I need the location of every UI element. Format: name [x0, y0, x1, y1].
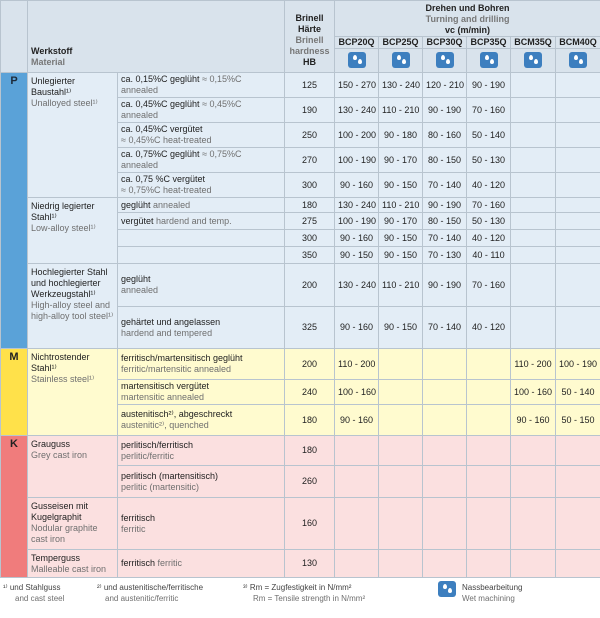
- grade-header-bcp20q: BCP20Q: [335, 37, 379, 49]
- speed-bcm35q: [511, 307, 556, 349]
- condition-de: [121, 174, 281, 185]
- brinell-header: [285, 1, 335, 73]
- speed-bcp30q: 70 - 130: [423, 247, 467, 264]
- brinell-value: 125: [285, 73, 335, 98]
- speed-bcm40q: [556, 230, 600, 247]
- speed-bcp25q: 90 - 170: [379, 148, 423, 173]
- brinell-value: 325: [285, 307, 335, 349]
- brinell-value: 130: [285, 550, 335, 578]
- condition-de: [121, 471, 281, 482]
- condition-en: perlitic (martensitic): [121, 482, 281, 493]
- brinell-en2: hardness: [288, 46, 331, 57]
- material-name: [28, 73, 118, 198]
- table-row: [1, 436, 600, 466]
- speed-bcm35q: [511, 498, 556, 550]
- speed-bcm35q: [511, 213, 556, 230]
- grade-icon-cell: [423, 49, 467, 73]
- condition-de: [121, 99, 281, 121]
- speed-bcm35q: [511, 198, 556, 213]
- condition-de-text: perlitisch (martensitisch): [121, 471, 218, 481]
- condition-de: [121, 124, 281, 135]
- table-row: [1, 198, 600, 213]
- brinell-value: 200: [285, 349, 335, 380]
- condition-de: [121, 74, 281, 96]
- brinell-value: 240: [285, 380, 335, 405]
- speed-bcp25q: 90 - 150: [379, 230, 423, 247]
- wet-legend-de: Nassbearbeitung: [462, 583, 522, 592]
- footnote-1-de: ¹⁾ und Stahlguss: [3, 583, 61, 592]
- speed-bcp30q: 90 - 190: [423, 198, 467, 213]
- condition-en: ferritic: [121, 524, 281, 535]
- speed-bcp35q: 50 - 140: [467, 123, 511, 148]
- speed-bcp25q: 90 - 150: [379, 173, 423, 198]
- material-name: [28, 349, 118, 436]
- speed-bcm40q: 50 - 150: [556, 405, 600, 436]
- brinell-de2: Härte: [288, 24, 331, 35]
- condition-de-text: gehärtet und angelassen: [121, 317, 220, 327]
- speed-bcp20q: [335, 550, 379, 578]
- condition-de-text: ca. 0,75 %C vergütet: [121, 174, 205, 184]
- condition: [118, 148, 285, 173]
- speed-bcp20q: 100 - 160: [335, 380, 379, 405]
- condition-de-text: geglüht: [121, 200, 151, 210]
- table-row: [1, 349, 600, 380]
- grade-header-bcp30q: BCP30Q: [423, 37, 467, 49]
- material-name: [28, 436, 118, 498]
- wet-machining-icon: [436, 52, 454, 68]
- condition-en: ≈ 0,15%C annealed: [121, 74, 242, 95]
- wet-machining-icon: [480, 52, 498, 68]
- condition-en: hardend and tempered: [121, 328, 281, 339]
- speed-bcp20q: 110 - 200: [335, 349, 379, 380]
- condition-en: annealed: [153, 200, 190, 210]
- condition: [118, 466, 285, 498]
- speed-bcp30q: [423, 550, 467, 578]
- speed-bcp35q: [467, 466, 511, 498]
- condition-de: [121, 558, 281, 569]
- speed-bcm35q: [511, 98, 556, 123]
- speed-bcp30q: 70 - 140: [423, 307, 467, 349]
- speed-bcp20q: 130 - 240: [335, 264, 379, 307]
- speed-bcp25q: 110 - 210: [379, 198, 423, 213]
- speed-bcm40q: [556, 436, 600, 466]
- speed-bcp20q: 90 - 160: [335, 307, 379, 349]
- wet-machining-icon: [524, 52, 542, 68]
- condition-en: ≈ 0,75%C heat-treated: [121, 185, 281, 196]
- speed-bcp35q: 50 - 130: [467, 213, 511, 230]
- speed-bcm35q: [511, 550, 556, 578]
- speed-bcp30q: 80 - 150: [423, 213, 467, 230]
- brinell-en1: Brinell: [288, 35, 331, 46]
- speed-bcm40q: [556, 550, 600, 578]
- speed-bcp25q: [379, 436, 423, 466]
- condition-de: [121, 200, 281, 211]
- grade-header-bcm40q: BCM40Q: [556, 37, 600, 49]
- brinell-value: 260: [285, 466, 335, 498]
- condition: [118, 123, 285, 148]
- speed-bcm40q: [556, 123, 600, 148]
- speed-bcp25q: 90 - 170: [379, 213, 423, 230]
- footnote-3: [243, 582, 365, 604]
- condition-en: ferritic/martensitic annealed: [121, 364, 281, 375]
- condition-de: [121, 353, 281, 364]
- condition-de-text: ferritisch: [121, 558, 155, 568]
- condition-de: [121, 381, 281, 392]
- speed-bcp35q: [467, 405, 511, 436]
- speed-bcp30q: 120 - 210: [423, 73, 467, 98]
- header-row-1: [1, 1, 600, 37]
- speed-bcp35q: 40 - 110: [467, 247, 511, 264]
- brinell-value: 250: [285, 123, 335, 148]
- brinell-value: 300: [285, 230, 335, 247]
- condition-en: martensitic annealed: [121, 392, 281, 403]
- brinell-value: 190: [285, 98, 335, 123]
- speed-bcp25q: 90 - 150: [379, 247, 423, 264]
- speed-bcp20q: 130 - 240: [335, 198, 379, 213]
- footnote-3-en: Rm = Tensile strength in N/mm²: [243, 594, 365, 603]
- speed-bcp25q: [379, 380, 423, 405]
- condition-de-text: ca. 0,45%C geglüht: [121, 99, 200, 109]
- speed-bcp25q: [379, 405, 423, 436]
- condition-de-text: martensitisch vergütet: [121, 381, 209, 391]
- material-name: [28, 550, 118, 578]
- footnote-1: [3, 582, 64, 604]
- condition-de-text: ca. 0,15%C geglüht: [121, 74, 200, 84]
- speed-bcm40q: 100 - 190: [556, 349, 600, 380]
- speed-bcm40q: 50 - 140: [556, 380, 600, 405]
- speed-bcp25q: 130 - 240: [379, 73, 423, 98]
- condition-de: [121, 274, 281, 285]
- speed-bcp20q: [335, 466, 379, 498]
- brinell-value: 270: [285, 148, 335, 173]
- condition: [118, 198, 285, 213]
- material-en: Grey cast iron: [31, 450, 114, 461]
- title-de: Drehen und Bohren: [338, 3, 597, 14]
- condition-de-text: ca. 0,75%C geglüht: [121, 149, 200, 159]
- speed-bcp20q: 90 - 160: [335, 405, 379, 436]
- speed-bcp25q: [379, 466, 423, 498]
- group-header-cell: [1, 1, 28, 73]
- speed-bcp30q: [423, 349, 467, 380]
- material-header: [28, 1, 285, 73]
- speed-bcm35q: [511, 436, 556, 466]
- grade-icon-cell: [335, 49, 379, 73]
- condition: [118, 73, 285, 98]
- table-row: [1, 498, 600, 550]
- speed-bcp25q: 90 - 180: [379, 123, 423, 148]
- material-label: Material: [31, 57, 281, 68]
- table-row: [1, 73, 600, 98]
- condition: [118, 550, 285, 578]
- speed-bcm35q: [511, 230, 556, 247]
- speed-bcp35q: [467, 498, 511, 550]
- speed-bcm40q: [556, 307, 600, 349]
- material-en: Unalloyed steel¹⁾: [31, 98, 114, 109]
- wet-machining-icon: [438, 581, 456, 597]
- condition-en: perlitic/ferritic: [121, 451, 281, 462]
- condition-de: [121, 216, 281, 227]
- condition: [118, 213, 285, 230]
- speed-bcm40q: [556, 247, 600, 264]
- condition-en: ≈ 0,45%C annealed: [121, 99, 242, 120]
- condition-en: austenitic²⁾, quenched: [121, 420, 281, 431]
- material-name: [28, 198, 118, 264]
- speed-bcp35q: [467, 380, 511, 405]
- speed-bcm40q: [556, 498, 600, 550]
- condition-en: ≈ 0,75%C annealed: [121, 149, 242, 170]
- speed-bcp35q: [467, 349, 511, 380]
- grade-header-bcp35q: BCP35Q: [467, 37, 511, 49]
- material-de: Nichtrostender Stahl¹⁾: [31, 352, 114, 374]
- group-p: P: [1, 73, 28, 349]
- speed-bcp35q: 70 - 160: [467, 98, 511, 123]
- speed-bcp35q: 40 - 120: [467, 307, 511, 349]
- condition: [118, 349, 285, 380]
- speed-bcp35q: 40 - 120: [467, 173, 511, 198]
- brinell-de1: Brinell: [288, 13, 331, 24]
- title-en: Turning and drilling: [338, 14, 597, 25]
- condition-de: [121, 317, 281, 328]
- speed-bcp20q: 130 - 240: [335, 98, 379, 123]
- speed-bcp25q: [379, 349, 423, 380]
- material-de: Gusseisen mit Kugelgraphit: [31, 501, 114, 523]
- wet-machining-icon: [569, 52, 587, 68]
- wet-legend-en: Wet machining: [462, 594, 515, 603]
- speed-bcp25q: 110 - 210: [379, 264, 423, 307]
- wet-machining-legend-icon: [438, 580, 456, 600]
- speed-bcm40q: [556, 213, 600, 230]
- speed-bcp35q: [467, 550, 511, 578]
- brinell-value: 275: [285, 213, 335, 230]
- material-en: Stainless steel¹⁾: [31, 374, 114, 385]
- material-en: Low-alloy steel¹⁾: [31, 223, 114, 234]
- grade-icon-cell: [467, 49, 511, 73]
- footnote-2-de: ²⁾ und austenitische/ferritische: [97, 583, 203, 592]
- speed-bcm35q: [511, 264, 556, 307]
- speed-bcp35q: [467, 436, 511, 466]
- footnote-3-de: ³⁾ Rm = Zugfestigkeit in N/mm²: [243, 583, 351, 592]
- speed-bcp30q: [423, 498, 467, 550]
- speed-bcm40q: [556, 264, 600, 307]
- speed-bcp20q: 150 - 270: [335, 73, 379, 98]
- speed-bcp20q: 90 - 160: [335, 173, 379, 198]
- brinell-value: 180: [285, 198, 335, 213]
- material-en: Malleable cast iron: [31, 564, 114, 575]
- condition-en: ≈ 0,45%C heat-treated: [121, 135, 281, 146]
- grade-icon-cell: [511, 49, 556, 73]
- speed-bcp20q: 100 - 190: [335, 148, 379, 173]
- group-m: M: [1, 349, 28, 436]
- speed-bcm35q: [511, 73, 556, 98]
- brinell-value: 350: [285, 247, 335, 264]
- speed-bcm40q: [556, 148, 600, 173]
- material-en: High-alloy steel and high-alloy tool steel¹⁾: [31, 300, 114, 322]
- turning-header: [335, 1, 600, 37]
- condition-de-text: vergütet: [121, 216, 154, 226]
- condition: [118, 498, 285, 550]
- condition-de-text: ferritisch: [121, 513, 155, 523]
- speed-bcm35q: [511, 123, 556, 148]
- speed-bcp35q: 70 - 160: [467, 198, 511, 213]
- condition: [118, 436, 285, 466]
- speed-bcm40q: [556, 466, 600, 498]
- speed-bcp30q: [423, 466, 467, 498]
- condition-de: [121, 409, 281, 420]
- table-row: [1, 550, 600, 578]
- material-de: Unlegierter Baustahl¹⁾: [31, 76, 114, 98]
- condition-de: [121, 149, 281, 171]
- material-name: [28, 498, 118, 550]
- speed-bcm35q: [511, 466, 556, 498]
- speed-bcp30q: [423, 405, 467, 436]
- speed-bcm35q: 110 - 200: [511, 349, 556, 380]
- speed-bcm35q: 100 - 160: [511, 380, 556, 405]
- grade-icon-cell: [556, 49, 600, 73]
- material-de: Grauguss: [31, 439, 114, 450]
- condition: [118, 405, 285, 436]
- wet-machining-icon: [392, 52, 410, 68]
- brinell-value: 180: [285, 436, 335, 466]
- condition: [118, 98, 285, 123]
- speed-bcp20q: 100 - 200: [335, 123, 379, 148]
- material-name: [28, 264, 118, 349]
- speed-bcp30q: 70 - 140: [423, 230, 467, 247]
- footnote-2: [97, 582, 203, 604]
- speed-bcm35q: [511, 173, 556, 198]
- material-en: Nodular graphite cast iron: [31, 523, 114, 545]
- brinell-hb: HB: [288, 57, 331, 68]
- wet-legend: [462, 582, 522, 604]
- brinell-value: 180: [285, 405, 335, 436]
- speed-bcp30q: 90 - 190: [423, 264, 467, 307]
- condition-de: [121, 440, 281, 451]
- speed-bcm40q: [556, 173, 600, 198]
- table-row: [1, 264, 600, 307]
- speed-bcp30q: 80 - 150: [423, 148, 467, 173]
- footnote-2-en: and austenitic/ferritic: [97, 594, 178, 603]
- condition-de: [121, 513, 281, 524]
- condition-en: ferritic: [158, 558, 183, 568]
- condition-de-text: austenitisch²⁾, abgeschreckt: [121, 409, 232, 419]
- speed-bcp20q: 90 - 160: [335, 230, 379, 247]
- condition: [118, 307, 285, 349]
- speed-bcm40q: [556, 73, 600, 98]
- brinell-value: 160: [285, 498, 335, 550]
- condition-de-text: perlitisch/ferritisch: [121, 440, 193, 450]
- condition: [118, 247, 285, 264]
- speed-bcm35q: [511, 148, 556, 173]
- condition: [118, 264, 285, 307]
- speed-bcm35q: 90 - 160: [511, 405, 556, 436]
- condition: [118, 380, 285, 405]
- condition-de-text: geglüht: [121, 274, 151, 284]
- title-unit: vc (m/min): [338, 25, 597, 36]
- speed-bcp35q: 70 - 160: [467, 264, 511, 307]
- footnote-1-en: and cast steel: [3, 594, 64, 603]
- speed-bcp20q: [335, 498, 379, 550]
- speed-bcp35q: 90 - 190: [467, 73, 511, 98]
- material-de: Hochlegierter Stahl und hochlegierter Werkzeugstahl¹⁾: [31, 267, 114, 300]
- footnotes: [0, 578, 600, 618]
- condition: [118, 173, 285, 198]
- material-de: Temperguss: [31, 553, 114, 564]
- speed-bcp20q: [335, 436, 379, 466]
- speed-bcp20q: 90 - 150: [335, 247, 379, 264]
- speed-bcp35q: 40 - 120: [467, 230, 511, 247]
- speed-bcp30q: [423, 380, 467, 405]
- speed-bcp30q: 70 - 140: [423, 173, 467, 198]
- material-de: Niedrig legierter Stahl¹⁾: [31, 201, 114, 223]
- speed-bcp30q: 90 - 190: [423, 98, 467, 123]
- grade-icon-cell: [379, 49, 423, 73]
- speed-bcm35q: [511, 247, 556, 264]
- speed-bcp35q: 50 - 130: [467, 148, 511, 173]
- speed-bcp30q: 80 - 160: [423, 123, 467, 148]
- brinell-value: 200: [285, 264, 335, 307]
- speed-bcp25q: [379, 550, 423, 578]
- speed-bcp25q: 90 - 150: [379, 307, 423, 349]
- condition-de-text: ferritisch/martensitisch geglüht: [121, 353, 243, 363]
- condition-en: hardend and temp.: [156, 216, 232, 226]
- speed-bcp25q: 110 - 210: [379, 98, 423, 123]
- grade-header-bcp25q: BCP25Q: [379, 37, 423, 49]
- speed-bcm40q: [556, 98, 600, 123]
- speed-bcp30q: [423, 436, 467, 466]
- speed-bcp20q: 100 - 190: [335, 213, 379, 230]
- condition: [118, 230, 285, 247]
- brinell-value: 300: [285, 173, 335, 198]
- speed-bcp25q: [379, 498, 423, 550]
- condition-de-text: ca. 0,45%C vergütet: [121, 124, 203, 134]
- group-k: K: [1, 436, 28, 578]
- speed-bcm40q: [556, 198, 600, 213]
- werkstoff-label: Werkstoff: [31, 46, 281, 57]
- condition-en: annealed: [121, 285, 281, 296]
- wet-machining-icon: [348, 52, 366, 68]
- grade-header-bcm35q: BCM35Q: [511, 37, 556, 49]
